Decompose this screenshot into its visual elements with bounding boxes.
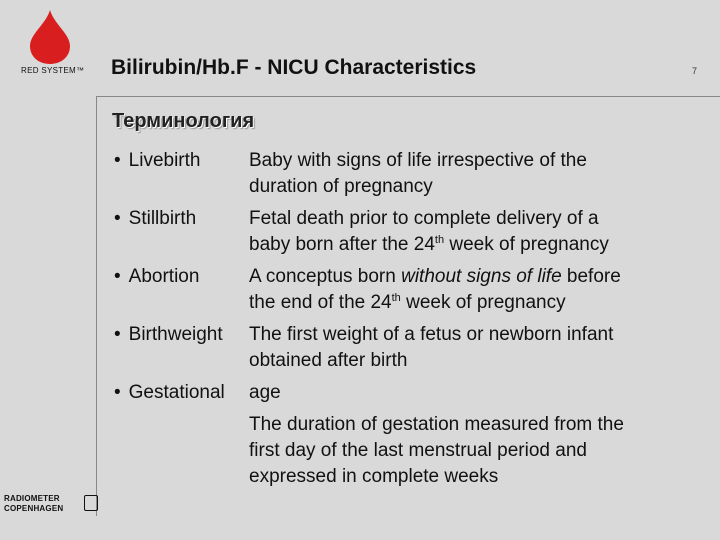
definition-line: Fetal death prior to complete delivery of a: [249, 208, 599, 229]
list-item-term-birthweight: [114, 324, 223, 346]
definition-line: first day of the last menstrual period and: [249, 440, 587, 461]
bullet-icon: •: [114, 324, 121, 345]
header-divider: [96, 96, 720, 97]
definition-gestational-age: [249, 380, 709, 490]
term-label: Stillbirth: [128, 208, 197, 229]
bullet-icon: •: [114, 150, 121, 171]
term-label: Abortion: [128, 266, 200, 287]
definition-line: obtained after birth: [249, 350, 408, 371]
slide-title: Bilirubin/Hb.F - NICU Characteristics: [111, 56, 477, 79]
term-label-continuation: age: [249, 382, 281, 403]
left-divider: [96, 96, 97, 516]
term-label: Gestational: [128, 382, 225, 403]
definition-stillbirth: [249, 206, 709, 258]
definition-livebirth: [249, 148, 709, 200]
definition-line: Baby with signs of life irrespective of the: [249, 150, 587, 171]
list-item-term-stillbirth: [114, 208, 196, 230]
definition-abortion: [249, 264, 709, 316]
definition-line: expressed in complete weeks: [249, 466, 499, 487]
red-drop-logo-icon: [28, 8, 72, 66]
definition-line: baby born after the 24th week of pregnancy: [249, 234, 609, 255]
list-item-term-gestational-age: [114, 382, 225, 404]
brand-label: RED SYSTEM™: [21, 66, 85, 75]
definition-line: The first weight of a fetus or newborn infant: [249, 324, 614, 345]
list-item-term-livebirth: [114, 150, 200, 172]
term-label: Birthweight: [128, 324, 223, 345]
section-subtitle: Терминология: [112, 110, 255, 132]
logo-line-1: RADIOMETER: [4, 494, 60, 503]
radiometer-logo: [4, 492, 96, 516]
definition-line: The duration of gestation measured from the: [249, 414, 624, 435]
definition-line: A conceptus born without signs of life before: [249, 266, 621, 287]
radiometer-emblem-icon: [84, 495, 98, 511]
definition-line: duration of pregnancy: [249, 176, 433, 197]
logo-line-2: COPENHAGEN: [4, 504, 64, 513]
list-item-term-abortion: [114, 266, 199, 288]
bullet-icon: •: [114, 266, 121, 287]
page-number: 7: [692, 66, 698, 76]
definition-birthweight: [249, 322, 709, 374]
bullet-icon: •: [114, 208, 121, 229]
term-label: Livebirth: [128, 150, 201, 171]
bullet-icon: •: [114, 382, 121, 403]
definition-line: the end of the 24th week of pregnancy: [249, 292, 566, 313]
